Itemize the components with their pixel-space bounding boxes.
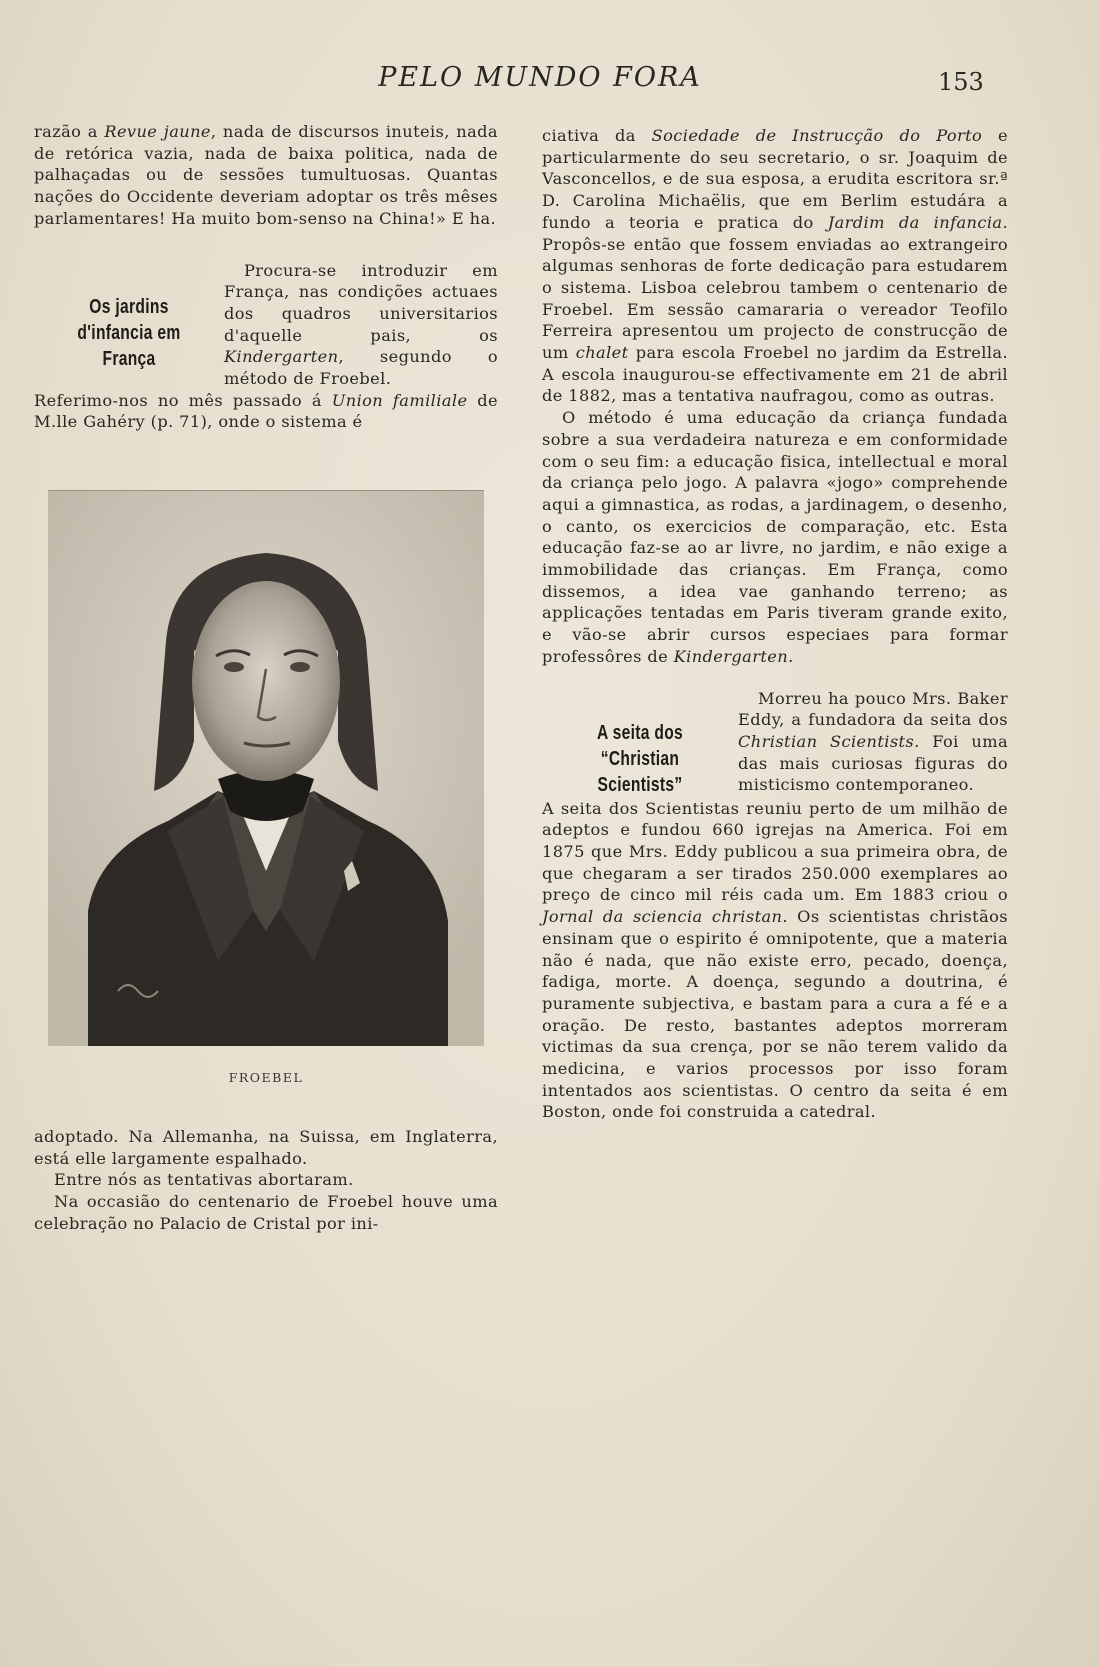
paragraph [34,121,498,230]
text-run: , nada de discursos inuteis, nada de retórica vazia, nada de baixa politica, nada de palhaçadas ou de sessões tumultuosas. Quantas nações do Occidente deveriam adoptar os três mêses parlamentares! Ha muito bom-senso na China!» E ha. [34,122,498,228]
text-run: Referimo-nos no mês passado á [34,390,332,410]
text-run: . Foi uma das mais curiosas figuras do misticismo contemporaneo. [738,731,1008,795]
text-run: Entre nós as tentativas abortaram. [54,1170,354,1190]
text-run: de M.lle Gahéry (p. 71), onde o sistema é [34,390,498,432]
portrait-engraving [48,491,484,1046]
text-run: Procura-se introduzir em França, nas condições actuaes dos quadros universitarios d'aquelle pais, os [224,260,498,345]
right-column [542,125,1008,1123]
italic-text: Kindergarten [224,347,339,367]
paragraph [542,125,1008,407]
text-run: e particularmente do seu secretario, o sr. Joaquim de Vasconcellos, e de sua esposa, a erudita escritora sr.ª D. Carolina Michaëlis, que em Berlim estudára a fundo a teoria e pratica do [542,126,1009,232]
scientists-section [542,688,1008,798]
text-run: , segundo o método de Froebel. [224,347,498,389]
left-column-bottom [34,1126,498,1235]
italic-text: Revue jaune [104,122,211,141]
intro-text [34,121,498,230]
froebel-portrait [48,490,484,1046]
text-run: para escola Froebel no jardim da Estrella. A escola inaugurou-se effectivamente em 21 de abril de 1882, mas a tentativa naufragou, como as outras. [542,343,1009,406]
page-number: 153 [938,68,984,96]
sidehead-kindergarten: Os jardins d'infancia em França [77,295,181,370]
italic-text: Christian Scientists [738,731,915,751]
text-run: razão a [34,122,105,141]
text-run: ciativa da [542,126,652,145]
italic-text: Jornal da sciencia christan [542,907,783,927]
paragraph [34,1191,498,1234]
text-run: Na occasião do centenario de Froebel houve uma celebração no Palacio de Cristal por ini- [34,1192,498,1233]
scientists-continuation [542,798,1008,1124]
text-run: A seita dos Scientistas reuniu perto de um milhão de adeptos e fundou 660 igrejas na America. Foi em 1875 que Mrs. Eddy publicou a sua primeira obra, de que chegaram a ser tirados 250.000 exemplares ao preço de cinco mil réis cada um. Em 1883 criou o [542,798,1008,905]
running-title: PELO MUNDO FORA [378,62,702,93]
italic-text: Sociedade de Instrucção do Porto [651,126,983,145]
text-run: . [788,646,794,666]
portrait-caption: FROEBEL [228,1070,304,1085]
kindergarten-section [34,260,498,390]
left-column-top [34,121,498,433]
kindergarten-paragraph [224,260,498,390]
paragraph [34,1169,498,1191]
paragraph [542,407,1008,667]
italic-text: Kindergarten [673,646,789,666]
paragraph [34,1126,498,1169]
text-run: Morreu ha pouco Mrs. Baker Eddy, a fundadora da seita dos [738,688,1008,730]
scientists-paragraph [738,688,1008,797]
text-run: adoptado. Na Allemanha, na Suissa, em Inglaterra, está elle largamente espalhado. [34,1127,498,1168]
italic-text: Jardim da infancia [827,212,1003,232]
text-run: . Os scientistas christãos ensinam que o espirito é omnipotente, que a materia não é nada, que não existe erro, pecado, doença, fadiga, morte. A doença, segundo a doutrina, é puramente subjectiva, e bastam para a cura a fé e a oração. De resto, bastantes adeptos morreram victimas da sua crença, por se não terem valido da medicina, e varios processos por isso foram intentados aos scientistas. O centro da seita é em Boston, onde foi construida a catedral. [542,907,1008,1122]
text-run: O método é uma educação da criança fundada sobre a sua verdadeira natureza e em conformidade com o seu fim: a educação fisica, intellectual e moral da criança pelo jogo. A palavra «jogo» comprehende aqui a gimnastica, as rodas, a jardinagem, o desenho, o canto, os exercicios de comparação, etc. Esta educação faz-se ao ar livre, no jardim, e não exige a immobilidade das crianças. Em França, como dissemos, a idea vae ganhando terreno; as applicações tentadas em Paris tiveram grande exito, e vão-se abrir cursos especiaes para formar professôres de [542,408,1008,666]
sidehead-scientists: A seita dos “Christian Scientists” [596,721,684,796]
froebel-continuation-text [542,125,1008,668]
text-run: . Propôs-se então que fossem enviadas ao extrangeiro algumas senhoras de forte dedicação para estudarem o sistema. Lisboa celebrou tambem o centenario de Froebel. Em sessão camararia o vereador Teofilo Ferreira apresentou um projecto de construcção de um [542,212,1008,363]
italic-text: chalet [575,343,629,363]
kindergarten-continuation [34,390,498,433]
italic-text: Union familiale [331,390,468,410]
after-portrait-text [34,1126,498,1235]
